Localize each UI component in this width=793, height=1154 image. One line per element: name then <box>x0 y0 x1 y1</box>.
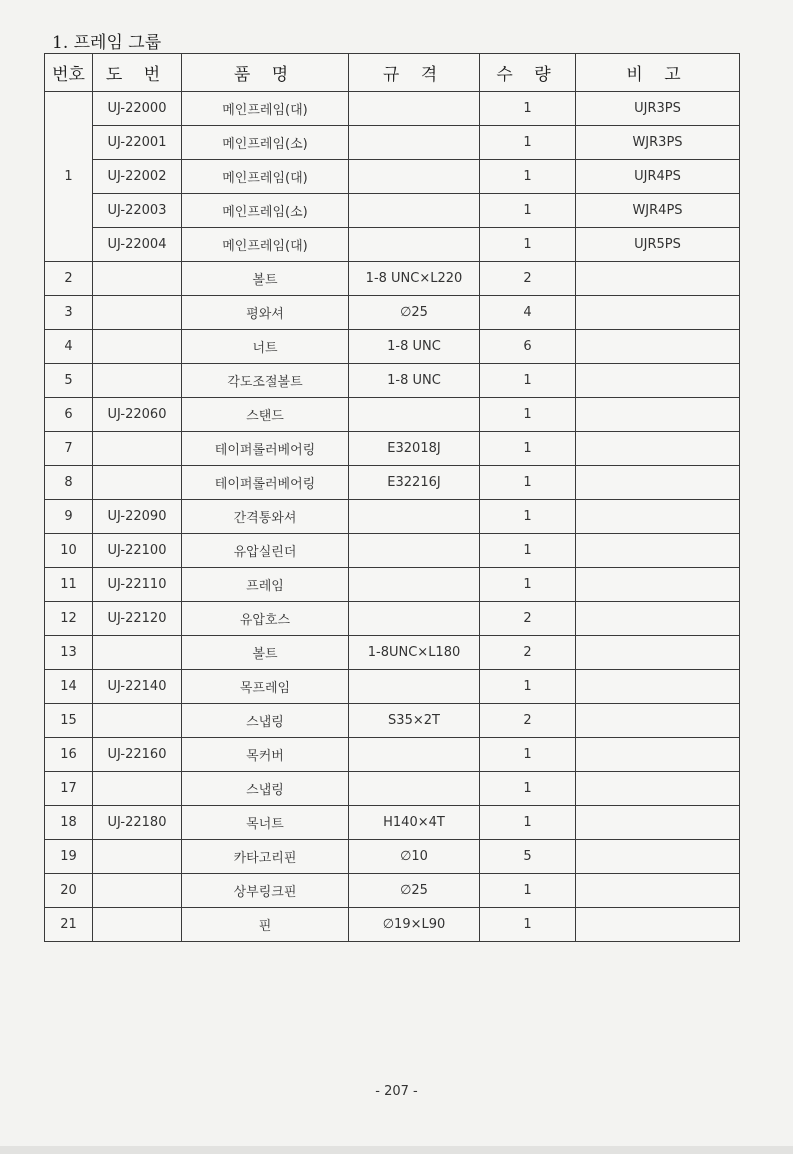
cell-name: 유압실린더 <box>182 534 349 568</box>
table-row <box>45 602 740 636</box>
table-row <box>45 194 740 228</box>
cell-name: 메인프레임(소) <box>182 194 349 228</box>
cell-no: 14 <box>45 670 93 704</box>
cell-name: 너트 <box>182 330 349 364</box>
cell-qty: 1 <box>480 466 576 500</box>
cell-drawing: UJ-22001 <box>93 126 182 160</box>
cell-name: 메인프레임(대) <box>182 228 349 262</box>
cell-qty: 1 <box>480 126 576 160</box>
cell-drawing: UJ-22090 <box>93 500 182 534</box>
cell-no: 18 <box>45 806 93 840</box>
cell-name: 볼트 <box>182 636 349 670</box>
cell-name: 메인프레임(소) <box>182 126 349 160</box>
cell-spec: 1-8 UNC×L220 <box>349 262 480 296</box>
table-row <box>45 296 740 330</box>
cell-no: 5 <box>45 364 93 398</box>
cell-no: 17 <box>45 772 93 806</box>
cell-name: 목커버 <box>182 738 349 772</box>
cell-no: 9 <box>45 500 93 534</box>
cell-drawing: UJ-22180 <box>93 806 182 840</box>
table-row <box>45 262 740 296</box>
cell-no: 10 <box>45 534 93 568</box>
cell-qty: 1 <box>480 670 576 704</box>
cell-drawing <box>93 840 182 874</box>
cell-qty: 1 <box>480 534 576 568</box>
cell-qty: 1 <box>480 806 576 840</box>
cell-name: 스냅링 <box>182 772 349 806</box>
cell-name: 프레임 <box>182 568 349 602</box>
cell-note <box>576 704 740 738</box>
cell-qty: 1 <box>480 160 576 194</box>
cell-spec <box>349 534 480 568</box>
cell-no: 3 <box>45 296 93 330</box>
cell-drawing: UJ-22100 <box>93 534 182 568</box>
cell-spec <box>349 126 480 160</box>
cell-no: 8 <box>45 466 93 500</box>
cell-drawing <box>93 296 182 330</box>
cell-spec <box>349 772 480 806</box>
header-spec: 규 격 <box>349 54 480 92</box>
cell-qty: 1 <box>480 772 576 806</box>
cell-name: 볼트 <box>182 262 349 296</box>
cell-note: UJR4PS <box>576 160 740 194</box>
cell-no: 6 <box>45 398 93 432</box>
cell-drawing: UJ-22004 <box>93 228 182 262</box>
cell-qty: 1 <box>480 228 576 262</box>
cell-spec <box>349 92 480 126</box>
table-row <box>45 772 740 806</box>
cell-name: 메인프레임(대) <box>182 160 349 194</box>
cell-no: 4 <box>45 330 93 364</box>
cell-no: 2 <box>45 262 93 296</box>
cell-drawing: UJ-22120 <box>93 602 182 636</box>
cell-spec <box>349 738 480 772</box>
table-row <box>45 874 740 908</box>
cell-spec <box>349 500 480 534</box>
cell-note <box>576 262 740 296</box>
cell-qty: 6 <box>480 330 576 364</box>
table-row <box>45 432 740 466</box>
cell-qty: 1 <box>480 874 576 908</box>
cell-drawing <box>93 432 182 466</box>
cell-no: 13 <box>45 636 93 670</box>
cell-note <box>576 840 740 874</box>
cell-drawing <box>93 466 182 500</box>
cell-name: 상부링크핀 <box>182 874 349 908</box>
cell-note: WJR3PS <box>576 126 740 160</box>
cell-spec <box>349 160 480 194</box>
cell-name: 간격통와셔 <box>182 500 349 534</box>
cell-qty: 1 <box>480 364 576 398</box>
cell-drawing: UJ-22140 <box>93 670 182 704</box>
cell-drawing: UJ-22003 <box>93 194 182 228</box>
cell-note <box>576 806 740 840</box>
cell-qty: 2 <box>480 704 576 738</box>
cell-drawing: UJ-22110 <box>93 568 182 602</box>
cell-qty: 1 <box>480 568 576 602</box>
table-header-row <box>45 54 740 92</box>
cell-drawing <box>93 330 182 364</box>
header-drawing: 도 번 <box>93 54 182 92</box>
cell-spec: 1-8 UNC <box>349 330 480 364</box>
cell-spec: ∅25 <box>349 874 480 908</box>
cell-note: WJR4PS <box>576 194 740 228</box>
scan-edge <box>0 1146 793 1154</box>
cell-drawing <box>93 908 182 942</box>
cell-drawing <box>93 704 182 738</box>
table-row <box>45 466 740 500</box>
cell-name: 카타고리핀 <box>182 840 349 874</box>
header-note: 비 고 <box>576 54 740 92</box>
cell-name: 테이퍼롤러베어링 <box>182 466 349 500</box>
cell-no: 1 <box>45 92 93 262</box>
cell-no: 11 <box>45 568 93 602</box>
cell-note <box>576 500 740 534</box>
cell-spec: E32216J <box>349 466 480 500</box>
cell-no: 12 <box>45 602 93 636</box>
cell-spec <box>349 568 480 602</box>
cell-spec: S35×2T <box>349 704 480 738</box>
cell-note <box>576 636 740 670</box>
table-row <box>45 908 740 942</box>
section-title: 1. 프레임 그룹 <box>52 33 162 53</box>
cell-no: 16 <box>45 738 93 772</box>
cell-qty: 1 <box>480 398 576 432</box>
table-row <box>45 398 740 432</box>
cell-qty: 1 <box>480 92 576 126</box>
cell-spec: 1-8 UNC <box>349 364 480 398</box>
cell-note <box>576 432 740 466</box>
cell-note <box>576 296 740 330</box>
cell-qty: 2 <box>480 602 576 636</box>
cell-name: 평와셔 <box>182 296 349 330</box>
table-row <box>45 738 740 772</box>
cell-qty: 1 <box>480 908 576 942</box>
table-row <box>45 534 740 568</box>
table-row <box>45 92 740 126</box>
cell-name: 메인프레임(대) <box>182 92 349 126</box>
table-row <box>45 670 740 704</box>
cell-name: 목너트 <box>182 806 349 840</box>
cell-note: UJR3PS <box>576 92 740 126</box>
table-row <box>45 126 740 160</box>
cell-name: 각도조절볼트 <box>182 364 349 398</box>
cell-note <box>576 568 740 602</box>
cell-no: 15 <box>45 704 93 738</box>
cell-note <box>576 364 740 398</box>
cell-qty: 1 <box>480 738 576 772</box>
cell-qty: 1 <box>480 194 576 228</box>
cell-qty: 4 <box>480 296 576 330</box>
cell-note <box>576 908 740 942</box>
cell-note <box>576 398 740 432</box>
table-body <box>45 92 740 942</box>
cell-name: 테이퍼롤러베어링 <box>182 432 349 466</box>
cell-spec <box>349 398 480 432</box>
cell-spec <box>349 228 480 262</box>
cell-spec <box>349 194 480 228</box>
cell-drawing <box>93 874 182 908</box>
cell-spec <box>349 670 480 704</box>
cell-name: 핀 <box>182 908 349 942</box>
cell-spec: 1-8UNC×L180 <box>349 636 480 670</box>
cell-spec: ∅10 <box>349 840 480 874</box>
parts-table <box>44 53 740 942</box>
cell-name: 스탠드 <box>182 398 349 432</box>
cell-drawing: UJ-22060 <box>93 398 182 432</box>
table-row <box>45 806 740 840</box>
cell-drawing: UJ-22160 <box>93 738 182 772</box>
cell-name: 유압호스 <box>182 602 349 636</box>
cell-note: UJR5PS <box>576 228 740 262</box>
page-number: - 207 - <box>375 1084 418 1099</box>
cell-spec: ∅25 <box>349 296 480 330</box>
table-row <box>45 364 740 398</box>
cell-spec: ∅19×L90 <box>349 908 480 942</box>
header-no: 번호 <box>45 54 93 92</box>
cell-note <box>576 330 740 364</box>
table-row <box>45 704 740 738</box>
cell-no: 19 <box>45 840 93 874</box>
cell-no: 20 <box>45 874 93 908</box>
table-row <box>45 330 740 364</box>
cell-note <box>576 874 740 908</box>
cell-qty: 1 <box>480 432 576 466</box>
table-row <box>45 228 740 262</box>
table-row <box>45 636 740 670</box>
table-row <box>45 840 740 874</box>
table-row <box>45 568 740 602</box>
cell-drawing <box>93 636 182 670</box>
cell-drawing <box>93 262 182 296</box>
cell-spec: E32018J <box>349 432 480 466</box>
cell-drawing: UJ-22000 <box>93 92 182 126</box>
header-qty: 수 량 <box>480 54 576 92</box>
header-name: 품 명 <box>182 54 349 92</box>
cell-drawing: UJ-22002 <box>93 160 182 194</box>
cell-qty: 5 <box>480 840 576 874</box>
cell-note <box>576 466 740 500</box>
cell-no: 21 <box>45 908 93 942</box>
cell-note <box>576 738 740 772</box>
cell-qty: 2 <box>480 262 576 296</box>
cell-name: 목프레임 <box>182 670 349 704</box>
cell-qty: 1 <box>480 500 576 534</box>
cell-drawing <box>93 772 182 806</box>
cell-qty: 2 <box>480 636 576 670</box>
table-row <box>45 500 740 534</box>
cell-note <box>576 670 740 704</box>
cell-name: 스냅링 <box>182 704 349 738</box>
cell-drawing <box>93 364 182 398</box>
cell-note <box>576 534 740 568</box>
table-row <box>45 160 740 194</box>
cell-no: 7 <box>45 432 93 466</box>
cell-note <box>576 772 740 806</box>
cell-spec: H140×4T <box>349 806 480 840</box>
cell-note <box>576 602 740 636</box>
cell-spec <box>349 602 480 636</box>
